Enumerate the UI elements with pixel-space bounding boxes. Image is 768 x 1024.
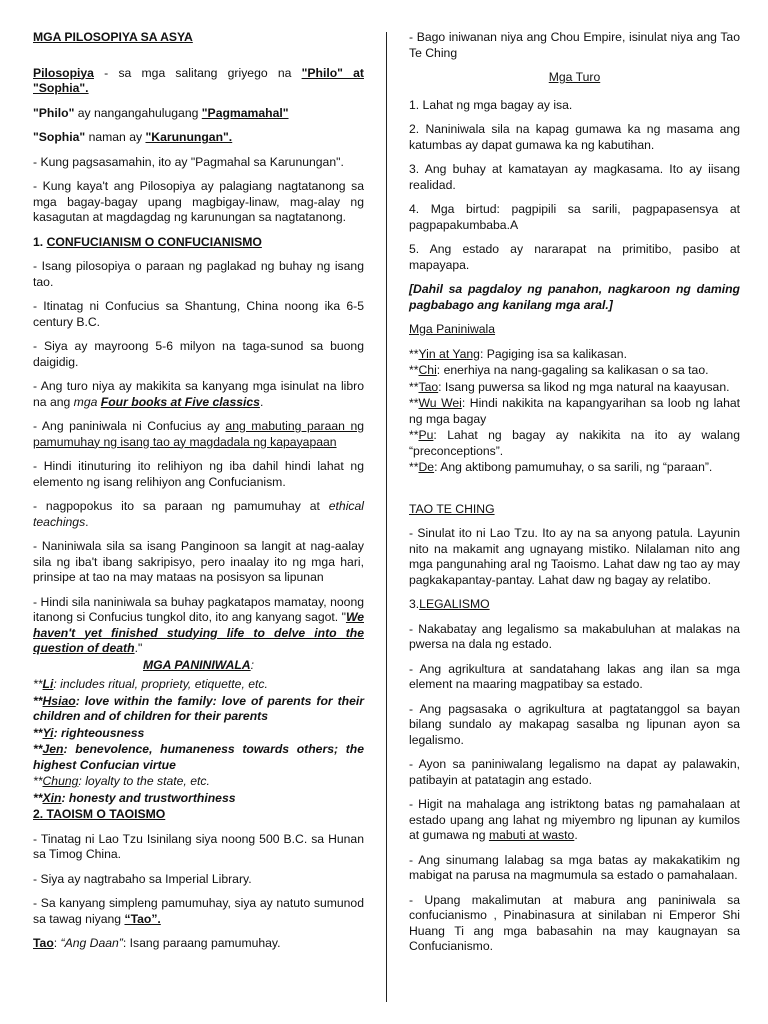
mga-paniniwala-colon: : — [250, 657, 255, 672]
pilosopiya-text: - sa mga salitang griyego na — [93, 65, 302, 80]
belief-pu-term: Pu — [418, 428, 434, 442]
confucius-quote: We haven't yet finished studying life to delve into the question of death — [33, 610, 364, 655]
section-2-heading: 2. TAOISM O TAOISMO — [33, 807, 166, 821]
belief-prefix: ** — [409, 346, 419, 361]
turo-item-4: 4. Mga birtud: pagpipili sa sarili, pagpapasensya at pagpapakumbaba.A — [409, 202, 740, 232]
belief-tao-term: Tao — [418, 379, 439, 394]
belief-de — [409, 460, 740, 476]
confucianism-point-8: - Naniniwala sila sa isang Panginoon sa langit at nag-aalay sila ng iba't ibang sakripisyo, pero inaalay ito ng mga hari, prinsipe at tao na may mataas na posisyon sa lipunan — [33, 539, 364, 584]
philo-definition — [33, 106, 364, 122]
section-1-number: 1. — [33, 234, 47, 249]
belief-prefix: ** — [409, 428, 419, 442]
belief-li-desc: : includes ritual, propriety, etiquette, etc. — [53, 677, 268, 691]
document-title: MGA PILOSOPIYA SA ASYA — [33, 30, 193, 44]
belief-prefix: ** — [409, 379, 419, 394]
sophia-text: naman ay — [85, 130, 146, 144]
confucianism-point-7 — [33, 499, 364, 530]
belief-prefix: ** — [33, 774, 43, 788]
point-4-text: - Ang turo niya ay makikita sa kanyang mga isinulat na libro na ang — [33, 379, 364, 409]
left-column — [33, 30, 364, 961]
confucianism-point-3: - Siya ay mayroong 5-6 milyon na taga-sunod sa buong daigidig. — [33, 339, 364, 369]
turo-item-5: 5. Ang estado ay nararapat na primitibo, pasibo at mapayapa. — [409, 242, 740, 272]
belief-wu-wei — [409, 396, 740, 427]
belief-li-term: Li — [42, 677, 54, 691]
legalismo-point-4: - Ayon sa paniniwalang legalismo na dapat ay palawakin, patibayin at patatagin ang estado. — [409, 757, 740, 787]
tao-te-ching-intro: - Bago iniwanan niya ang Chou Empire, isinulat niya ang Tao Te Ching — [409, 30, 740, 60]
mga-paniniwala-heading — [33, 658, 364, 674]
combined-definition: - Kung pagsasamahin, ito ay "Pagmahal sa Karunungan". — [33, 154, 344, 169]
right-column — [409, 30, 740, 964]
belief-prefix: ** — [33, 677, 43, 691]
tao-def-text: : Isang paraang pamumuhay. — [122, 936, 281, 950]
belief-hsiao — [33, 694, 364, 725]
tao-definition — [33, 936, 364, 952]
bracket-note: [Dahil sa pagdaloy ng panahon, nagkaroon ng daming pagbabago ang kanilang mga aral.] — [409, 282, 740, 312]
point-4-end: . — [259, 394, 264, 409]
section-3-number: 3. — [409, 597, 420, 611]
taoism-point-2: - Siya ay nagtrabaho sa Imperial Library. — [33, 871, 252, 886]
turo-item-1: 1. Lahat ng mga bagay ay isa. — [409, 97, 573, 112]
confucianism-point-2: - Itinatag ni Confucius sa Shantung, China noong ika 6-5 century B.C. — [33, 299, 364, 329]
taoism-point-3-text: - Sa kanyang simpleng pamumuhay, siya ay natuto sumunod sa tawag niyang — [33, 896, 364, 926]
belief-chi — [409, 363, 740, 379]
column-divider — [386, 32, 387, 1002]
section-1-title: CONFUCIANISM O CONFUCIANISMO — [46, 234, 262, 249]
belief-prefix: ** — [409, 363, 419, 377]
belief-tao — [409, 380, 740, 396]
point-9-end: ." — [134, 641, 143, 655]
pilosopiya-term: Pilosopiya — [33, 65, 94, 80]
belief-hsiao-term: Hsiao — [42, 693, 76, 708]
section-3-title: LEGALISMO — [419, 597, 490, 611]
point-5-underlined: ang mabuting paraan ng pamumuhay ng isang tao ay magdadala ng kapayapaan — [33, 419, 364, 449]
belief-prefix: ** — [33, 725, 43, 740]
legalismo-point-1: - Nakabatay ang legalismo sa makabuluhan at malakas na pwersa na dala ng estado. — [409, 621, 740, 651]
belief-wu-wei-desc: : Hindi nakikita na kapangyarihan sa loob ng lahat ng mga bagay — [409, 396, 741, 426]
philo-meaning: "Pagmamahal" — [201, 105, 289, 120]
tao-colon: : — [53, 936, 61, 950]
belief-tao-desc: : Isang puwersa sa likod ng mga natural na kaayusan. — [438, 379, 730, 394]
point-5-text: - Ang paniniwala ni Confucius ay — [33, 419, 226, 433]
belief-de-term: De — [418, 460, 435, 474]
legalismo-point-5 — [409, 797, 740, 844]
belief-prefix: ** — [33, 742, 43, 756]
belief-yi-desc: : righteousness — [53, 725, 145, 740]
belief-prefix: ** — [409, 460, 419, 474]
confucianism-point-6: - Hindi itinuturing ito relihiyon ng iba dahil hindi lahat ng elemento ng isang relihiyon ang Confucianism. — [33, 459, 364, 489]
point-9-text: - Hindi sila naniniwala sa buhay pagkatapos mamatay, noong itanong si Confucius tungkol dito, ito ang kanyang sagot. " — [33, 594, 364, 624]
belief-jen-term: Jen — [42, 742, 64, 756]
belief-chung-term: Chung — [42, 774, 79, 788]
tao-term: Tao — [33, 936, 54, 950]
ethical-teachings: ethical teachings — [33, 499, 364, 529]
belief-xin — [33, 791, 364, 807]
mga-paniniwala-heading-right: Mga Paniniwala — [409, 322, 496, 336]
belief-yin-yang — [409, 347, 740, 363]
belief-chung-desc: : loyalty to the state, etc. — [78, 774, 210, 788]
belief-jen-desc: : benevolence, humaneness towards others; the highest Confucian virtue — [33, 742, 364, 772]
belief-chi-desc: : enerhiya na nang-gagaling sa kalikasan o sa tao. — [436, 363, 709, 377]
section-3-heading — [409, 597, 740, 613]
legalismo-point-5-end: . — [574, 828, 578, 842]
sophia-term: "Sophia" — [33, 130, 86, 144]
belief-xin-term: Xin — [42, 790, 62, 805]
turo-item-2: 2. Naniniwala sila na kapag gumawa ka ng masama ang katumbas ay dapat gumawa ka ng kabutihan. — [409, 122, 740, 152]
belief-yin-yang-desc: : Pagiging isa sa kalikasan. — [479, 346, 627, 361]
legalismo-point-7: - Upang makalimutan at mabura ang paniniwala sa confucianismo , Pinabinasura at sinilaban ni Emperor Shi Huang Ti ang mga babasahin na may kaugnayan sa Confucianismo. — [409, 892, 740, 953]
turo-item-3: 3. Ang buhay at kamatayan ay magkasama. Ito ay iisang realidad. — [409, 162, 740, 192]
pilosopiya-definition — [33, 66, 364, 97]
tao-te-ching-heading: TAO TE CHING — [409, 501, 495, 516]
belief-yi-term: Yi — [42, 725, 54, 740]
belief-hsiao-desc: : love within the family: love of parents for their children and of children for their parents — [33, 693, 364, 723]
philosophy-description: - Kung kaya't ang Pilosopiya ay palagiang nagtatanong sa mga bagay-bagay upang magbigay-linaw, mag-alay ng kasagutan at magdagdag ng karunungan sa nagtatanong. — [33, 179, 364, 224]
belief-de-desc: : Ang aktibong pamumuhay, o sa sarili, ng “paraan”. — [434, 460, 713, 474]
ang-daan: “Ang Daan” — [60, 936, 123, 950]
four-books-five-classics: Four books at Five classics — [100, 394, 260, 409]
sophia-definition — [33, 130, 364, 146]
point-7-text: - nagpopokus ito sa paraan ng pamumuhay at — [33, 499, 329, 513]
confucianism-point-1: - Isang pilosopiya o paraan ng paglakad ng buhay ng isang tao. — [33, 259, 364, 289]
belief-xin-desc: : honesty and trustworthiness — [61, 790, 236, 805]
mga-paniniwala-title: MGA PANINIWALA — [142, 657, 251, 672]
legalismo-point-2: - Ang agrikultura at sandatahang lakas ang ilan sa mga element na maaring magpatibay sa estado. — [409, 661, 740, 691]
belief-jen — [33, 742, 364, 773]
mga-turo-heading: Mga Turo — [548, 70, 601, 84]
point-7-end: . — [85, 514, 89, 529]
belief-yin-yang-term: Yin at Yang — [418, 346, 480, 361]
philo-text: ay nangangahulugang — [74, 105, 202, 120]
confucianism-point-4 — [33, 379, 364, 410]
belief-chi-term: Chi — [418, 363, 437, 377]
legalismo-point-3: - Ang pagsasaka o agrikultura at pagtatanggol sa bayan bilang sundalo ay makapag sasalba ng lipunan ayon sa legalismo. — [409, 701, 740, 747]
confucianism-point-5 — [33, 419, 364, 450]
legalismo-point-5-text: - Higit na mahalaga ang istriktong batas ng pamahalaan at estado upang ang lahat ng miyembro ng lipunan ay kumilos at gumawa ng — [409, 797, 740, 842]
taoism-point-3 — [33, 896, 364, 927]
belief-wu-wei-term: Wu Wei — [418, 396, 462, 410]
philo-sophia-words: "Philo" at "Sophia". — [33, 65, 364, 95]
belief-pu-desc: : Lahat ng bagay ay nakikita na ito ay walang “preconceptions”. — [409, 428, 740, 458]
belief-chung — [33, 774, 364, 790]
belief-pu — [409, 428, 740, 459]
belief-li — [33, 677, 364, 693]
mabuti-at-wasto: mabuti at wasto — [488, 828, 575, 842]
belief-prefix: ** — [409, 396, 419, 410]
tao-quoted: “Tao”. — [124, 911, 161, 926]
philo-term: "Philo" — [33, 105, 75, 120]
taoism-point-1: - Tinatag ni Lao Tzu Isinilang siya noong 500 B.C. sa Hunan sa Timog China. — [33, 831, 364, 861]
confucianism-point-9 — [33, 595, 364, 657]
tao-te-ching-text: - Sinulat ito ni Lao Tzu. Ito ay na sa anyong patula. Layunin nito na makamit ang ugnayang mistiko. Nilalaman nito ang mga pangunahing aral ng Taoismo. Lahat daw ng tao ay may pagkakapantay-pantay. Lahat daw ng bagay ay relatibo. — [409, 526, 740, 587]
belief-prefix: ** — [33, 790, 43, 805]
section-1-heading — [33, 235, 364, 251]
point-4-mga: mga — [73, 394, 101, 409]
belief-yi — [33, 726, 364, 742]
sophia-meaning: "Karunungan". — [145, 130, 233, 144]
legalismo-point-6: - Ang sinumang lalabag sa mga batas ay makakatikim ng mabigat na parusa na magmumula sa estado o pamahalaan. — [409, 852, 740, 882]
belief-prefix: ** — [33, 693, 43, 708]
